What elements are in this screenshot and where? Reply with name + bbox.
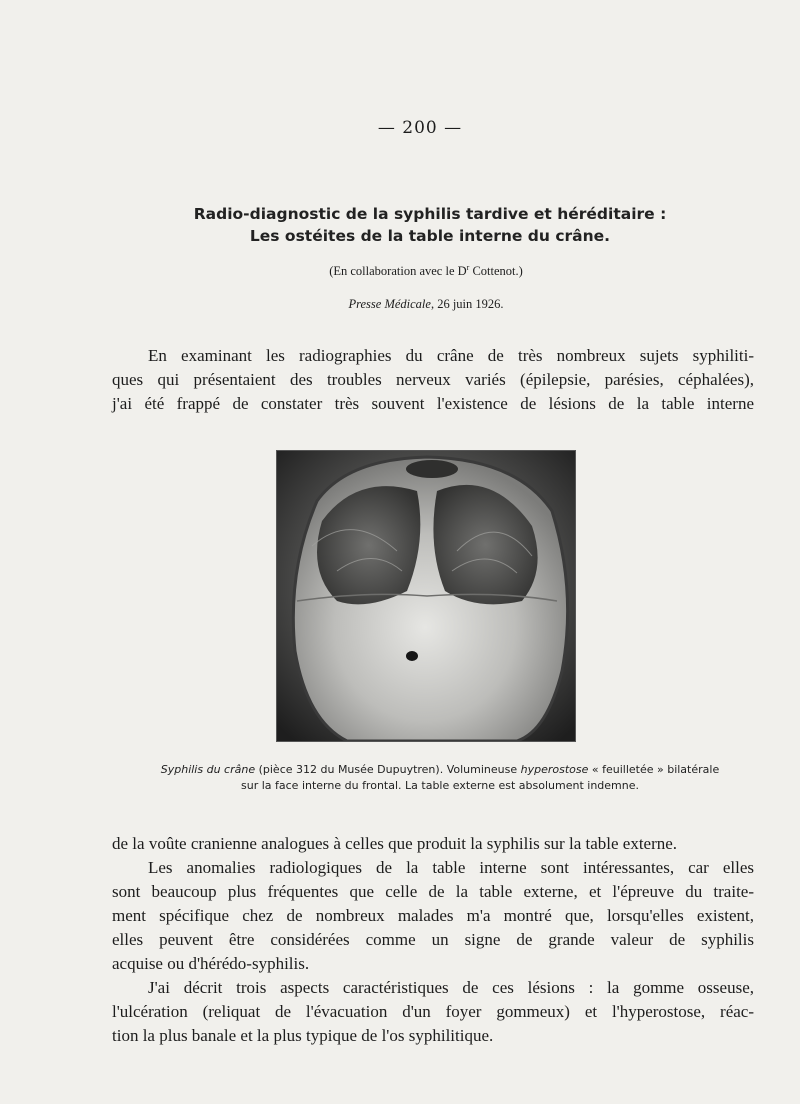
paragraph-4-line: J'ai décrit trois aspects caractéristiques de ces lésions : la gomme osseuse, <box>148 978 754 997</box>
paragraph-4-line: l'ulcération (reliquat de l'évacuation d'un foyer gommeux) et l'hyperostose, réac- <box>112 1002 754 1021</box>
source-date: , 26 juin 1926. <box>430 297 504 311</box>
figure-caption-line-2: sur la face interne du frontal. La table externe est absolument indemne. <box>241 779 639 792</box>
paragraph-3-line: ment spécifique chez de nombreux malades m'a montré que, lorsqu'elles existent, <box>112 906 754 925</box>
paragraph-4-line: tion la plus banale et la plus typique de l'os syphilitique. <box>112 1026 494 1045</box>
paragraph-1-line: ques qui présentaient des troubles nerveux variés (épilepsie, parésies, céphalées), <box>112 370 754 389</box>
paragraph-1-line: j'ai été frappé de constater très souvent l'existence de lésions de la table interne <box>112 394 754 413</box>
caption-part: (pièce 312 du Musée Dupuytren). Volumineuse <box>255 763 521 776</box>
paragraph-3-line: Les anomalies radiologiques de la table interne sont intéressantes, car elles <box>148 858 754 877</box>
page-number: — 200 — <box>377 118 463 138</box>
caption-part: hyperostose <box>520 763 589 776</box>
collab-sup: r <box>466 263 470 272</box>
collab-suffix: Cottenot.) <box>469 264 523 279</box>
paragraph-3-line: sont beaucoup plus fréquentes que celle de la table externe, et l'épreuve du traite- <box>112 882 754 901</box>
skull-interior-photo <box>276 450 576 742</box>
caption-part: « feuilletée » bilatérale <box>588 763 720 776</box>
paragraph-3-line: elles peuvent être considérées comme un signe de grande valeur de syphilis <box>112 930 754 949</box>
caption-part: Syphilis du crâne <box>160 763 256 776</box>
paragraph-3-line: acquise ou d'hérédo-syphilis. <box>112 954 310 973</box>
source-journal: Presse Médicale <box>348 297 431 311</box>
figure-caption-line-1 <box>0 763 800 776</box>
collaboration-note <box>0 263 800 279</box>
source-reference <box>0 297 800 312</box>
article-title-line-1: Radio-diagnostic de la syphilis tardive et héréditaire : <box>193 205 667 223</box>
article-title-line-2: Les ostéites de la table interne du crâne. <box>249 227 611 245</box>
paragraph-1-line: En examinant les radiographies du crâne de très nombreux sujets syphiliti- <box>148 346 754 365</box>
paragraph-2-line: de la voûte cranienne analogues à celles que produit la syphilis sur la table externe. <box>112 834 678 853</box>
collab-prefix: (En collaboration avec le D <box>329 264 467 279</box>
